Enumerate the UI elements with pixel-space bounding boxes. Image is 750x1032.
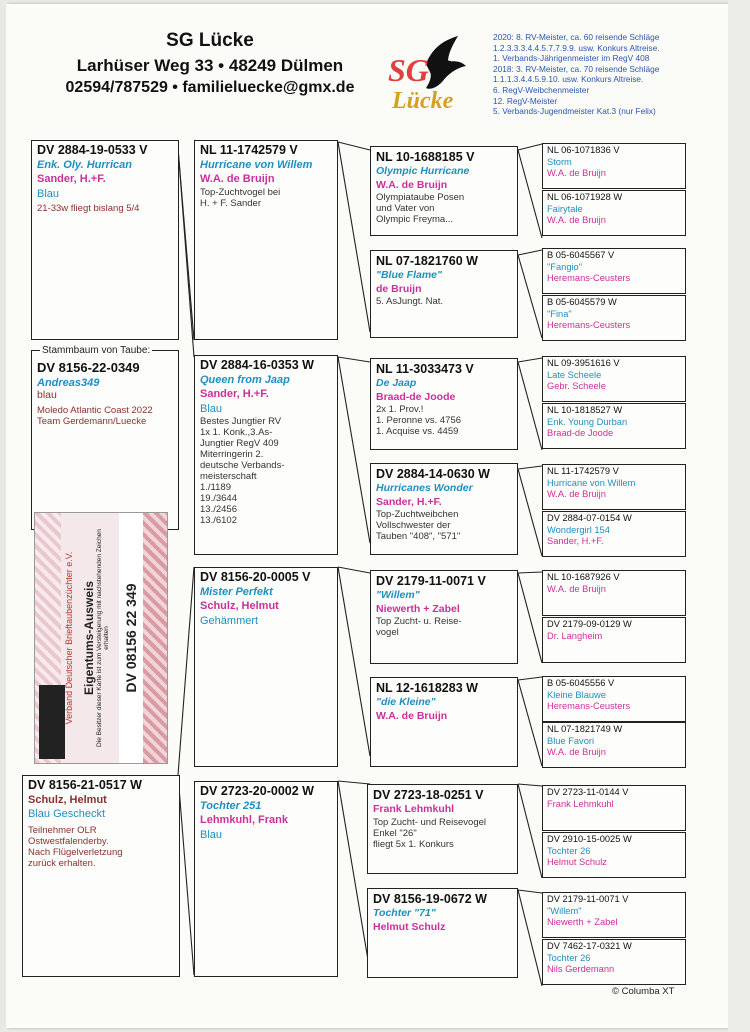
- ancestor-note: 19./3644: [200, 493, 237, 504]
- ancestor-owner: Frank Lehmkuhl: [547, 798, 614, 809]
- great-grandparent-box[interactable]: [370, 250, 518, 338]
- ancestor-note: fliegt 5x 1. Konkurs: [373, 838, 454, 850]
- ancestor-ring: DV 2723-20-0002 W: [200, 784, 314, 798]
- ancestor-name: "Fina": [547, 308, 572, 319]
- loft-address: Larhüser Weg 33 • 48249 Dülmen: [76, 56, 344, 75]
- card-pattern: [143, 513, 167, 763]
- father-note: 21-33w fliegt bislang 5/4: [37, 203, 140, 214]
- card-ring-number: DV 08156 22 349: [123, 583, 139, 693]
- gen4-box[interactable]: [542, 403, 686, 449]
- ancestor-owner: Heremans-Ceusters: [547, 320, 631, 330]
- ancestor-name: Late Scheele: [547, 369, 602, 380]
- great-grandparent-box[interactable]: [370, 570, 518, 664]
- ancestor-note: deutsche Verbands-: [200, 460, 285, 471]
- ancestor-ring: NL 07-1821749 W: [547, 724, 623, 734]
- ancestor-name: Wondergirl 154: [547, 524, 610, 535]
- ancestor-ring: B 05-6045556 V: [547, 678, 615, 688]
- ancestor-note: Tauben "408", "571": [376, 531, 461, 542]
- gen4-box[interactable]: [542, 892, 686, 938]
- ancestor-owner: Braad-de Joode: [547, 428, 614, 438]
- gen4-box[interactable]: [542, 248, 686, 294]
- ancestor-name: "die Kleine": [376, 696, 436, 708]
- ancestor-owner: Dr. Langheim: [547, 630, 603, 641]
- ancestor-note: vogel: [376, 627, 399, 638]
- ancestor-note: Top-Zuchtvogel bei: [200, 186, 281, 198]
- ancestor-note: Olympiataube Posen: [376, 192, 465, 203]
- ancestor-owner: Sander, H.+F.: [200, 388, 269, 400]
- ancestor-note: Enkel "26": [373, 827, 417, 839]
- card-subtitle: Die Besitzer dieser Karte ist zum Versteigerung mit nachstehenden Zeichen erhalten: [96, 529, 110, 747]
- ancestor-owner: Braad-de Joode: [376, 390, 456, 403]
- ancestor-ring: DV 2884-14-0630 W: [376, 467, 490, 481]
- ancestor-name: "Willem": [376, 589, 420, 601]
- achievement-line: 12. RegV-Meister: [493, 95, 558, 106]
- ancestor-name: Enk. Young Durban: [547, 416, 628, 427]
- ancestor-note: Top Zucht- u. Reise-: [376, 616, 462, 627]
- ancestor-name: Fairytale: [547, 203, 583, 214]
- ancestor-note: 13./6102: [200, 515, 237, 526]
- ancestor-name: Queen from Jaap: [200, 373, 290, 386]
- ancestor-color: Gehämmert: [200, 614, 259, 627]
- achievement-line: 5. Verbands-Jugendmeister Kat.3 (nur Felix): [493, 106, 656, 117]
- ancestor-note: 5. AsJungt. Nat.: [376, 296, 444, 307]
- ancestor-ring: DV 2723-11-0144 V: [547, 787, 629, 797]
- ancestor-name: Mister Perfekt: [200, 585, 273, 598]
- ancestor-owner: W.A. de Bruijn: [547, 747, 606, 757]
- father-color: Blau: [37, 187, 60, 200]
- ancestor-owner: Helmut Schulz: [547, 857, 607, 867]
- ancestor-note: 1. Peronne vs. 4756: [376, 415, 462, 426]
- father-name: Enk. Oly. Hurrican: [37, 158, 132, 171]
- mother-note: Ostwestfalenderby.: [28, 835, 109, 847]
- ancestor-owner: Helmut Schulz: [373, 920, 446, 933]
- ancestor-color: Blau: [200, 828, 223, 841]
- ancestor-ring: NL 09-3951616 V: [547, 358, 620, 368]
- ancestor-owner: Frank Lehmkuhl: [373, 803, 455, 815]
- ancestor-owner: W.A. de Bruijn: [376, 709, 448, 722]
- ancestor-name: Tochter 26: [547, 952, 591, 963]
- ancestor-ring: NL 07-1821760 W: [376, 254, 478, 268]
- ancestor-name: Hurricane von Willem: [200, 158, 313, 171]
- grandsire-maternal-box[interactable]: [194, 567, 338, 767]
- father-box[interactable]: [31, 140, 179, 340]
- mother-note: Nach Flügelverletzung: [28, 846, 123, 858]
- ancestor-owner: de Bruijn: [376, 282, 422, 295]
- ancestor-ring: DV 7462-17-0321 W: [547, 941, 632, 951]
- ancestor-note: Jungtier RegV 409: [200, 438, 279, 449]
- ancestor-ring: DV 2179-11-0071 V: [376, 574, 486, 588]
- father-owner: Sander, H.+F.: [37, 173, 106, 185]
- ownership-card[interactable]: [34, 512, 168, 764]
- ancestor-owner: Gebr. Scheele: [547, 381, 606, 391]
- ancestor-name: Tochter 251: [200, 799, 262, 812]
- great-grandparent-box[interactable]: [370, 146, 518, 236]
- subject-ring: DV 8156-22-0349: [37, 360, 140, 375]
- ancestor-owner: W.A. de Bruijn: [547, 489, 606, 499]
- ancestor-owner: W.A. de Bruijn: [376, 178, 448, 191]
- card-org: Verband Deutscher Brieftaubenzüchter e.V.: [64, 551, 74, 725]
- mother-color: Blau Gescheckt: [28, 808, 106, 820]
- ancestor-owner: W.A. de Bruijn: [547, 583, 606, 594]
- great-grandparent-box[interactable]: [370, 358, 518, 450]
- ancestor-ring: B 05-6045567 V: [547, 250, 615, 260]
- ancestor-color: Blau: [200, 402, 223, 415]
- ancestor-ring: NL 06-1071836 V: [547, 145, 620, 155]
- ancestor-ring: NL 10-1687926 V: [547, 572, 620, 582]
- grandsire-paternal-box[interactable]: [194, 140, 338, 340]
- gen4-box[interactable]: [542, 295, 686, 341]
- ancestor-note: 1./1189: [200, 482, 231, 493]
- ancestor-ring: DV 2723-18-0251 V: [373, 788, 484, 802]
- ancestor-note: und Vater von: [376, 203, 435, 214]
- achievement-line: 6. RegV-Weibchenmeister: [493, 84, 590, 95]
- subject-name: Andreas349: [37, 376, 100, 389]
- ancestor-ring: NL 11-1742579 V: [200, 143, 298, 157]
- ancestor-ring: NL 12-1618283 W: [376, 681, 478, 695]
- loft-name: SG Lücke: [166, 30, 254, 51]
- ancestor-owner: Heremans-Ceusters: [547, 273, 631, 283]
- loft-contact: 02594/787529 • familieluecke@gmx.de: [65, 79, 355, 96]
- mother-ring: DV 8156-21-0517 W: [28, 778, 142, 792]
- mother-note: zurück erhalten.: [28, 857, 96, 869]
- ancestor-name: Kleine Blauwe: [547, 689, 606, 700]
- ancestor-ring: NL 11-1742579 V: [547, 466, 619, 476]
- ancestor-name: Storm: [547, 156, 572, 167]
- subject-note: Moledo Atlantic Coast 2022: [37, 405, 153, 416]
- ancestor-note: 1x 1. Konk.,3.As-: [200, 427, 273, 438]
- gen4-box[interactable]: [542, 722, 686, 768]
- granddam-paternal-box[interactable]: [194, 355, 338, 555]
- gen4-box[interactable]: [542, 190, 686, 236]
- ancestor-owner: Niewerth + Zabel: [547, 917, 618, 927]
- pedigree-label: Stammbaum von Taube:: [42, 345, 151, 356]
- gen4-box[interactable]: [542, 617, 686, 663]
- ancestor-ring: NL 10-1818527 W: [547, 405, 623, 415]
- ancestor-note: 13./2456: [200, 504, 237, 515]
- card-emblem: [39, 685, 65, 759]
- ancestor-owner: W.A. de Bruijn: [547, 215, 606, 225]
- ancestor-note: meisterschaft: [200, 471, 257, 482]
- ancestor-owner: Schulz, Helmut: [200, 600, 279, 612]
- ancestor-ring: DV 2910-15-0025 W: [547, 834, 632, 844]
- ancestor-ring: NL 10-1688185 V: [376, 150, 475, 164]
- ancestor-note: Olympic Freyma...: [376, 214, 454, 225]
- ancestor-name: Olympic Hurricane: [376, 165, 470, 177]
- ancestor-owner: W.A. de Bruijn: [200, 173, 275, 185]
- mother-owner: Schulz, Helmut: [28, 793, 107, 806]
- ancestor-note: H. + F. Sander: [200, 197, 261, 209]
- gen4-box[interactable]: [542, 143, 686, 189]
- ancestor-ring: DV 2179-11-0071 V: [547, 894, 629, 904]
- gen4-box[interactable]: [542, 511, 686, 557]
- ancestor-ring: NL 06-1071928 W: [547, 192, 623, 202]
- subject-note: Team Gerdemann/Luecke: [37, 416, 147, 427]
- ancestor-owner: W.A. de Bruijn: [547, 168, 606, 178]
- achievement-line: 1.1.1.3.4.4.5.9.10. usw. Konkurs Altreise.: [493, 74, 644, 85]
- ancestor-name: Hurricane von Willem: [547, 477, 636, 488]
- granddam-maternal-box[interactable]: [194, 781, 338, 977]
- ancestor-note: 1. Acquise vs. 4459: [376, 426, 459, 437]
- achievement-line: 2018: 3. RV-Meister, ca. 70 reisende Schläge: [493, 63, 660, 74]
- logo-sg: SG: [388, 52, 429, 88]
- achievement-line: 1.2.3.3.3.4.4.5.7.7.9.9. usw. Konkurs Altreise.: [493, 42, 660, 53]
- great-grandparent-box[interactable]: [367, 888, 518, 978]
- subject-color: blau: [37, 389, 57, 401]
- gen4-box[interactable]: [542, 356, 686, 402]
- ancestor-name: "Willem": [547, 905, 582, 916]
- ancestor-note: Miterringerin 2.: [200, 449, 264, 460]
- ancestor-owner: Sander, H.+F.: [376, 495, 442, 508]
- gen4-box[interactable]: [542, 939, 686, 985]
- mother-box[interactable]: [22, 775, 180, 977]
- ancestor-name: Blue Favori: [547, 735, 595, 746]
- gen4-box[interactable]: [542, 464, 686, 510]
- ancestor-name: Hurricanes Wonder: [376, 482, 473, 494]
- subject-box[interactable]: [31, 350, 179, 530]
- logo-luecke: Lücke: [392, 88, 454, 114]
- ancestor-name: "Fangio": [547, 261, 583, 272]
- ancestor-ring: B 05-6045579 W: [547, 297, 617, 307]
- ancestor-owner: Lehmkuhl, Frank: [200, 814, 289, 826]
- ancestor-note: Top-Zuchtweibchen: [376, 509, 459, 520]
- ancestor-owner: Nils Gerdemann: [547, 964, 615, 974]
- achievement-line: 2020: 8. RV-Meister, ca. 60 reisende Schläge: [493, 32, 660, 42]
- great-grandparent-box[interactable]: [370, 463, 518, 555]
- gen4-box[interactable]: [542, 785, 686, 831]
- card-title: Eigentums-Ausweis: [82, 580, 96, 696]
- gen4-box[interactable]: [542, 676, 686, 722]
- achievement-line: 1. Verbands-Jährigenmeister im RegV 408: [493, 53, 650, 64]
- ancestor-ring: DV 8156-19-0672 W: [373, 892, 487, 906]
- ancestor-ring: DV 8156-20-0005 V: [200, 570, 311, 584]
- ancestor-owner: Heremans-Ceusters: [547, 701, 631, 711]
- ancestor-ring: DV 2884-16-0353 W: [200, 358, 314, 372]
- ancestor-name: De Jaap: [376, 377, 417, 389]
- footer-credit: © Columba XT: [612, 986, 675, 997]
- ancestor-owner: Sander, H.+F.: [547, 536, 604, 546]
- ancestor-name: Tochter "71": [373, 907, 436, 919]
- father-ring: DV 2884-19-0533 V: [37, 143, 148, 157]
- ancestor-owner: Niewerth + Zabel: [376, 602, 460, 615]
- gen4-box[interactable]: [542, 570, 686, 616]
- ancestor-ring: NL 11-3033473 V: [376, 362, 474, 376]
- mother-note: Teilnehmer OLR: [28, 824, 97, 836]
- ancestor-note: Bestes Jungtier RV: [200, 416, 282, 427]
- ancestor-note: Vollschwester der: [376, 520, 451, 531]
- great-grandparent-box[interactable]: [370, 677, 518, 767]
- great-grandparent-box[interactable]: [367, 784, 518, 874]
- ancestor-ring: DV 2884-07-0154 W: [547, 513, 632, 523]
- ancestor-note: 2x 1. Prov.!: [376, 404, 424, 415]
- ancestor-name: Tochter 26: [547, 845, 591, 856]
- ancestor-name: "Blue Flame": [376, 269, 442, 281]
- ancestor-note: Top Zucht- und Reisevogel: [373, 816, 487, 828]
- ancestor-ring: DV 2179-09-0129 W: [547, 619, 632, 629]
- gen4-box[interactable]: [542, 832, 686, 878]
